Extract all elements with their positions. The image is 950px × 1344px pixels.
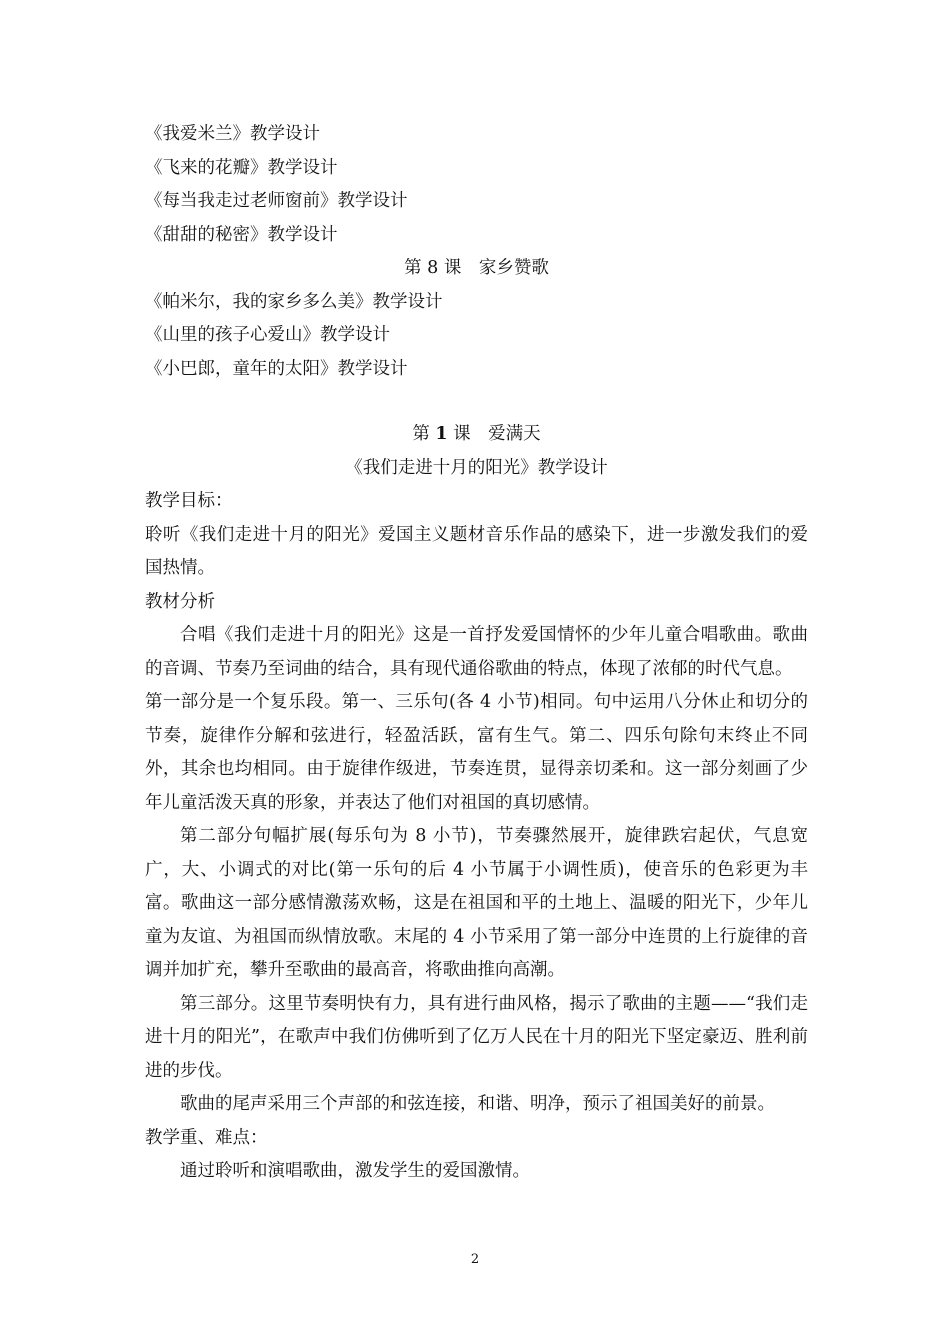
focus-text: 通过聆听和演唱歌曲，激发学生的爱国激情。 — [180, 1161, 530, 1181]
section-spacer — [145, 386, 808, 418]
lesson-1-heading — [145, 418, 808, 452]
goal-text: 聆听《我们走进十月的阳光》爱国主义题材音乐作品的感染下，进一步激发我们的爱国热情。 — [145, 524, 808, 578]
toc-item: 《飞来的花瓣》教学设计 — [145, 157, 338, 178]
lesson-8-heading: 第 8 课 家乡赞歌 — [404, 258, 549, 278]
toc-item: 《帕米尔，我的家乡多么美》教学设计 — [145, 291, 443, 312]
toc-item: 《小巴郎，童年的太阳》教学设计 — [145, 358, 408, 379]
analysis-paragraph: 歌曲的尾声采用三个声部的和弦连接，和谐、明净，预示了祖国美好的前景。 — [180, 1094, 775, 1114]
analysis-paragraph: 合唱《我们走进十月的阳光》这是一首抒发爱国情怀的少年儿童合唱歌曲。歌曲的音调、节奏乃至词曲的结合，具有现代通俗歌曲的特点，体现了浓郁的时代气息。 — [145, 625, 808, 679]
page-content — [145, 118, 808, 1189]
toc-item: 《甜甜的秘密》教学设计 — [145, 224, 338, 245]
focus-label: 教学重、难点： — [145, 1127, 268, 1148]
analysis-paragraph: 第一部分是一个复乐段。第一、三乐句(各 4 小节)相同。句中运用八分休止和切分的节奏，旋律作分解和弦进行，轻盈活跃，富有生气。第二、四乐句除句末终止不同外，其余也均相同。由于旋律作级进，节奏连贯，显得亲切柔和。这一部分刻画了少年儿童活泼天真的形象，并表达了他们对祖国的真切感情。 — [145, 692, 808, 813]
toc-item: 《我爱米兰》教学设计 — [145, 124, 320, 144]
toc-item: 《每当我走过老师窗前》教学设计 — [145, 191, 408, 211]
toc-item: 《山里的孩子心爱山》教学设计 — [145, 325, 390, 345]
lesson-1-number: 1 — [435, 424, 448, 444]
analysis-label: 教材分析 — [145, 591, 215, 612]
page-number: 2 — [470, 1252, 480, 1267]
analysis-paragraph: 第三部分。这里节奏明快有力，具有进行曲风格，揭示了歌曲的主题——“我们走进十月的阳光”，在歌声中我们仿佛听到了亿万人民在十月的阳光下坚定豪迈、胜利前进的步伐。 — [145, 993, 808, 1081]
goal-label: 教学目标： — [145, 491, 233, 511]
analysis-paragraph: 第二部分句幅扩展(每乐句为 8 小节)，节奏骤然展开，旋律跌宕起伏，气息宽广，大、小调式的对比(第一乐句的后 4 小节属于小调性质)，使音乐的色彩更为丰富。歌曲这一部分感情激荡欢畅，这是在祖国和平的土地上、温暖的阳光下，少年儿童为友谊、为祖国而纵情放歌。末尾的 4 小节采用了第一部分中连贯的上行旋律的音调并加扩充，攀升至歌曲的最高音，将歌曲推向高潮。 — [145, 826, 808, 980]
lesson-1-heading-suffix: 课 爱满天 — [447, 424, 541, 444]
lesson-1-heading-prefix: 第 — [412, 424, 436, 444]
lesson-title: 《我们走进十月的阳光》教学设计 — [345, 457, 608, 478]
